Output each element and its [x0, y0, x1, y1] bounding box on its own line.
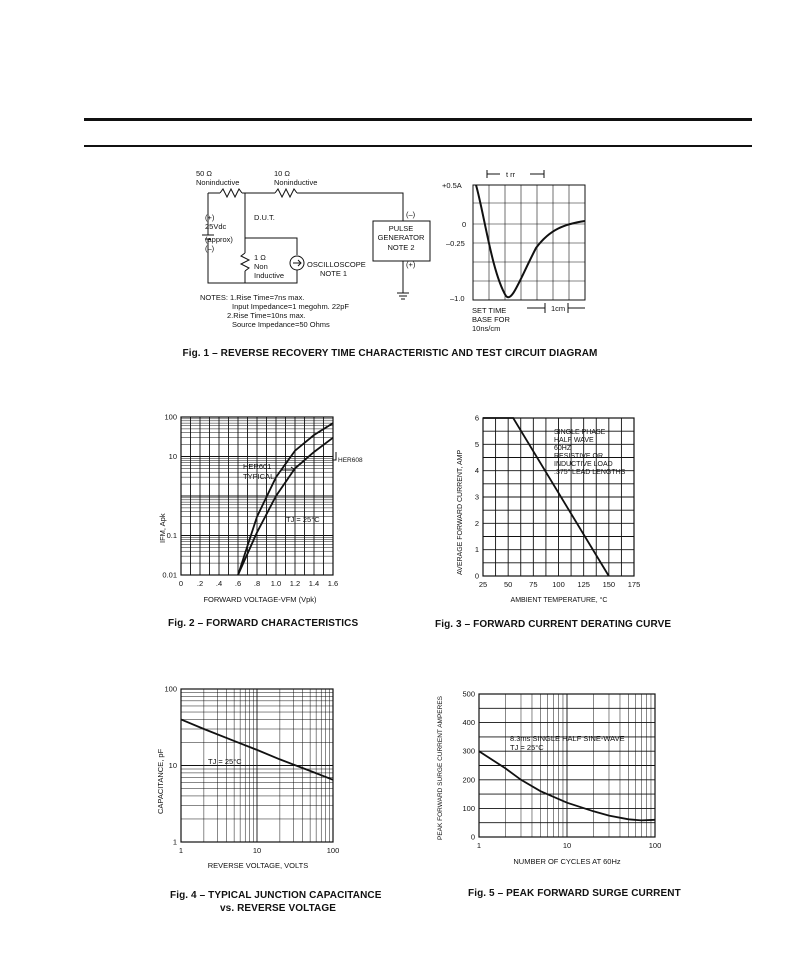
- oscilloscope-note: NOTE 1: [320, 269, 348, 278]
- fig5-caption: Fig. 5 – PEAK FORWARD SURGE CURRENT: [468, 888, 681, 899]
- fig2-ytick-3: 0.01: [162, 570, 177, 580]
- y-label-minus1: –1.0: [450, 294, 465, 303]
- fig3-ytick-4: 4: [474, 466, 479, 476]
- r10-value: 10 Ω: [274, 169, 291, 178]
- fig3-xtick-5: 150: [602, 580, 616, 589]
- fig5-annot-tj: TJ = 25°C: [510, 743, 544, 752]
- fig3-xtick-2: 75: [529, 580, 538, 589]
- dut-label: D.U.T.: [254, 213, 275, 222]
- fig2-xtick-6: 1.2: [289, 579, 301, 588]
- r50-type: Noninductive: [196, 178, 240, 187]
- fig2-xtick-1: .2: [196, 579, 204, 588]
- supply-voltage: 25Vdc: [205, 222, 227, 231]
- fig3-xtick-0: 25: [478, 580, 488, 589]
- test-circuit-diagram: [190, 163, 440, 338]
- derating-curve-chart: [450, 410, 650, 610]
- note-line-1: NOTES: 1.Rise Time=7ns max.: [200, 293, 305, 302]
- fig2-xlabel: FORWARD VOLTAGE-VFM (Vpk): [203, 595, 317, 604]
- fig2-xtick-4: .8: [253, 579, 261, 588]
- set-time-line3: 10ns/cm: [472, 324, 501, 333]
- fig3-xtick-1: 50: [503, 580, 513, 589]
- fig4-xtick-1: 10: [252, 846, 262, 855]
- surge-current-chart: [430, 682, 670, 872]
- fig5-xlabel: NUMBER OF CYCLES AT 60Hz: [513, 857, 621, 866]
- oscilloscope-label: OSCILLOSCOPE: [307, 260, 366, 269]
- note-line-2: Input Impedance=1 megohm. 22pF: [232, 302, 349, 311]
- supply-plus: (+): [205, 213, 215, 222]
- fig2-caption: Fig. 2 – FORWARD CHARACTERISTICS: [168, 618, 359, 629]
- resistor-1ohm-symbol: [241, 253, 249, 271]
- fig2-ytick-1: 10: [168, 452, 177, 461]
- fig5-xtick-2: 100: [648, 841, 662, 850]
- r1-value: 1 Ω: [254, 253, 266, 262]
- resistor-10ohm-symbol: [275, 189, 297, 197]
- note-line-4: Source Impedance=50 Ohms: [232, 320, 330, 329]
- fig5-ytick-1: 400: [462, 718, 475, 728]
- fig5-ytick-0: 500: [462, 689, 475, 699]
- fig3-annot-6: .375" LEAD LENGTHS: [554, 469, 626, 476]
- fig2-ytick-2: 0.1: [166, 531, 177, 540]
- trr-label: t rr: [506, 170, 516, 179]
- fig5-ytick-3: 200: [462, 775, 475, 785]
- fig4-caption-line1: Fig. 4 – TYPICAL JUNCTION CAPACITANCE: [170, 890, 382, 901]
- fig5-ylabel: PEAK FORWARD SURGE CURRENT AMPERES: [437, 696, 444, 840]
- fig2-xtick-0: 0: [178, 579, 184, 588]
- fig2-xtick-8: 1.6: [327, 579, 339, 588]
- fig2-annot-typical: TYPICAL: [243, 472, 275, 481]
- fig4-xlabel: REVERSE VOLTAGE, VOLTS: [207, 861, 309, 870]
- supply-approx: (approx): [205, 235, 233, 244]
- fig2-xtick-2: .4: [215, 579, 223, 588]
- fig3-xtick-6: 175: [627, 580, 641, 589]
- top-rule: [84, 118, 752, 121]
- fig2-ytick-0: 100: [164, 412, 177, 422]
- fig3-ylabel: AVERAGE FORWARD CURRENT, AMP: [457, 449, 464, 575]
- y-label-plus05: +0.5A: [442, 181, 462, 190]
- y-label-minus025: –0.25: [446, 239, 465, 248]
- pg-line2: GENERATOR: [377, 233, 425, 242]
- fig2-xtick-5: 1.0: [270, 579, 282, 588]
- r1-line2: Inductive: [254, 271, 285, 280]
- fig3-annot-2: HALF WAVE: [554, 437, 594, 444]
- fig5-ytick-2: 300: [462, 746, 475, 756]
- fig4-ylabel: CAPACITANCE, pF: [156, 748, 165, 814]
- fig4-annot-tj: TJ = 25°C: [208, 757, 242, 766]
- fig5-ytick-4: 100: [462, 803, 475, 813]
- second-rule: [84, 145, 752, 147]
- fig5-xtick-0: 1: [476, 841, 482, 850]
- fig5-xtick-1: 10: [562, 841, 572, 850]
- fig3-caption: Fig. 3 – FORWARD CURRENT DERATING CURVE: [435, 619, 672, 630]
- fig3-ytick-0: 0: [474, 571, 479, 581]
- fig4-xtick-0: 1: [178, 846, 184, 855]
- fig2-annot-her601: HER601: [243, 462, 272, 471]
- fig3-annot-1: SINGLE PHASE: [554, 429, 606, 436]
- fig3-xtick-3: 100: [552, 580, 565, 589]
- fig3-ytick-6: 6: [474, 413, 479, 423]
- recovery-current-curve: [476, 185, 585, 297]
- pg-plus: (+): [406, 260, 416, 269]
- fig1-caption: Fig. 1 – REVERSE RECOVERY TIME CHARACTERISTIC AND TEST CIRCUIT DIAGRAM: [182, 348, 598, 359]
- r50-value: 50 Ω: [196, 169, 213, 178]
- fig2-xtick-3: .6: [234, 579, 242, 588]
- r1-line1: Non: [254, 262, 268, 271]
- fig3-xtick-4: 125: [577, 580, 590, 589]
- forward-characteristics-chart: [150, 408, 380, 608]
- fig4-ytick-1: 10: [168, 761, 177, 770]
- y-label-0: 0: [462, 220, 467, 229]
- fig2-ylabel: IFM, Apk: [158, 513, 167, 543]
- fig3-ytick-1: 1: [474, 545, 479, 555]
- fig2-annot-tj: TJ = 25°C: [286, 515, 320, 524]
- r10-type: Noninductive: [274, 178, 318, 187]
- fig3-ytick-3: 3: [474, 492, 479, 502]
- fig4-ytick-0: 100: [164, 684, 177, 694]
- set-time-line2: BASE FOR: [472, 315, 510, 324]
- fig3-ytick-2: 2: [474, 518, 479, 528]
- fig2-annot-her608: HER608: [338, 457, 363, 464]
- junction-capacitance-chart: [150, 682, 350, 872]
- fig3-annot-4: RESISTIVE OR: [554, 453, 604, 460]
- fig3-ytick-5: 5: [474, 439, 479, 449]
- fig5-ytick-5: 0: [470, 832, 475, 842]
- pg-line3: NOTE 2: [387, 243, 415, 252]
- pg-minus: (–): [406, 210, 416, 219]
- supply-minus: (–): [205, 244, 215, 253]
- resistor-50ohm-symbol: [220, 189, 242, 197]
- pg-line1: PULSE: [388, 224, 414, 233]
- fig3-xlabel: AMBIENT TEMPERATURE, °C: [510, 597, 608, 604]
- reverse-recovery-waveform: [440, 163, 600, 358]
- fig3-annot-5: INDUCTIVE LOAD: [554, 461, 613, 468]
- fig4-ytick-2: 1: [172, 837, 177, 847]
- fig4-caption-line2: vs. REVERSE VOLTAGE: [220, 903, 337, 914]
- one-cm-label: 1cm: [551, 304, 566, 313]
- fig2-xtick-7: 1.4: [308, 579, 320, 588]
- set-time-line1: SET TIME: [472, 306, 507, 315]
- fig3-annot-3: 60HZ: [554, 445, 572, 452]
- fig5-annot-waveform: 8.3ms SINGLE HALF SINE-WAVE: [510, 734, 625, 743]
- note-line-3: 2.Rise Time=10ns max.: [227, 311, 306, 320]
- fig4-xtick-2: 100: [326, 846, 340, 855]
